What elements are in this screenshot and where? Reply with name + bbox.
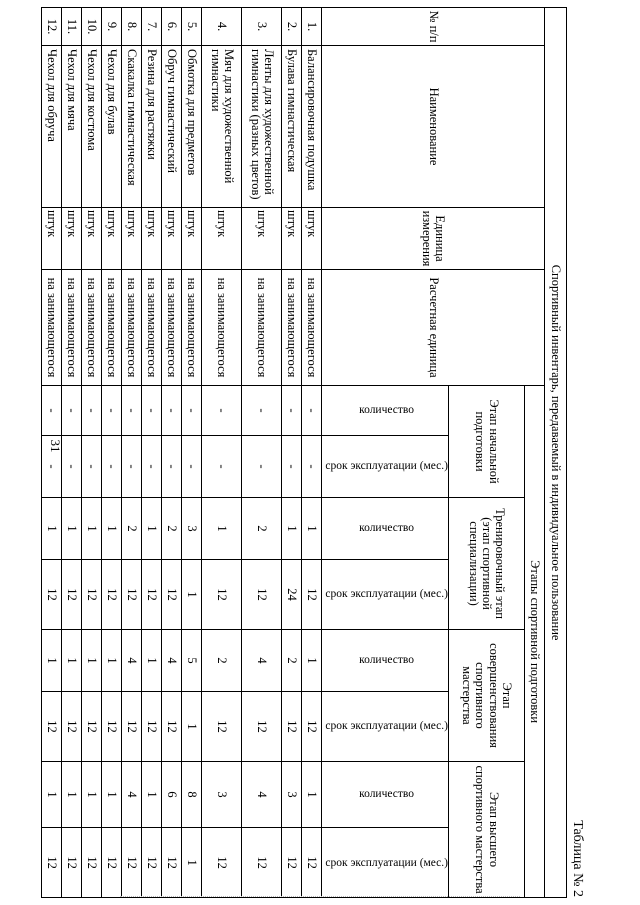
stage4-term: 12	[82, 828, 102, 898]
stage2-qty: 1	[82, 498, 102, 560]
header-stages-group: Этапы спортивной подготовки	[525, 386, 545, 898]
stage3-qty: 4	[242, 630, 282, 692]
item-name: Чехол для булав	[102, 46, 122, 208]
row-number: 7.	[142, 8, 162, 46]
stage2-qty: 2	[122, 498, 142, 560]
stage2-qty: 1	[282, 498, 302, 560]
calc-unit: на занимающегося	[182, 270, 202, 386]
stage3-term: 12	[242, 692, 282, 762]
item-unit: штук	[302, 208, 322, 270]
stage2-qty: 1	[302, 498, 322, 560]
stage1-qty: -	[42, 386, 62, 436]
table-row	[202, 8, 242, 898]
calc-unit: на занимающегося	[82, 270, 102, 386]
stage4-term: 12	[242, 828, 282, 898]
header-term-s1: срок эксплуатации (мес.)	[322, 436, 449, 498]
stage3-term: 12	[142, 692, 162, 762]
stage1-qty: -	[82, 386, 102, 436]
header-qty-s2: количество	[322, 498, 449, 560]
header-qty-s4: количество	[322, 762, 449, 828]
header-stage-training: Тренировочный этап (этап спортивной специализации)	[449, 498, 525, 630]
stage1-term: -	[282, 436, 302, 498]
stage1-qty: -	[122, 386, 142, 436]
stage2-term: 12	[62, 560, 82, 630]
stage4-term: 12	[282, 828, 302, 898]
item-name: Ленты для художественной гимнастики (разных цветов)	[242, 46, 282, 208]
calc-unit: на занимающегося	[162, 270, 182, 386]
calc-unit: на занимающегося	[142, 270, 162, 386]
equipment-table	[41, 7, 567, 898]
row-number: 4.	[202, 8, 242, 46]
stage1-term: -	[142, 436, 162, 498]
stage3-term: 12	[282, 692, 302, 762]
stage4-qty: 3	[282, 762, 302, 828]
stage3-term: 12	[122, 692, 142, 762]
stage4-qty: 6	[162, 762, 182, 828]
stage2-term: 12	[142, 560, 162, 630]
stage4-term: 12	[202, 828, 242, 898]
stage2-qty: 1	[42, 498, 62, 560]
stage2-term: 12	[102, 560, 122, 630]
header-name: Наименование	[322, 46, 545, 208]
stage4-term: 12	[102, 828, 122, 898]
calc-unit: на занимающегося	[202, 270, 242, 386]
stage1-qty: -	[202, 386, 242, 436]
stage3-qty: 1	[82, 630, 102, 692]
stage2-qty: 1	[102, 498, 122, 560]
header-num: № п/п	[322, 8, 545, 46]
stage1-qty: -	[182, 386, 202, 436]
header-qty-s3: количество	[322, 630, 449, 692]
calc-unit: на занимающегося	[122, 270, 142, 386]
stage1-term: -	[102, 436, 122, 498]
table-row	[182, 8, 202, 898]
stage2-term: 12	[122, 560, 142, 630]
calc-unit: на занимающегося	[302, 270, 322, 386]
stage3-qty: 2	[282, 630, 302, 692]
item-unit: штук	[82, 208, 102, 270]
table-row	[42, 8, 62, 898]
header-qty-s1: количество	[322, 386, 449, 436]
row-number: 5.	[182, 8, 202, 46]
stage1-term: -	[62, 436, 82, 498]
stage2-qty: 2	[242, 498, 282, 560]
item-unit: штук	[182, 208, 202, 270]
table-title: Спортивный инвентарь, передаваемый в индивидуальное пользование	[545, 8, 567, 898]
header-term-s4: срок эксплуатации (мес.)	[322, 828, 449, 898]
stage3-term: 12	[162, 692, 182, 762]
item-unit: штук	[202, 208, 242, 270]
table-row	[122, 8, 142, 898]
stage1-qty: -	[162, 386, 182, 436]
row-number: 10.	[82, 8, 102, 46]
stage3-term: 12	[62, 692, 82, 762]
stage3-term: 12	[302, 692, 322, 762]
row-number: 1.	[302, 8, 322, 46]
stage4-qty: 3	[202, 762, 242, 828]
stage1-qty: -	[302, 386, 322, 436]
table-row	[282, 8, 302, 898]
row-number: 6.	[162, 8, 182, 46]
calc-unit: на занимающегося	[42, 270, 62, 386]
stage4-term: 12	[122, 828, 142, 898]
row-number: 12.	[42, 8, 62, 46]
stage3-term: 12	[202, 692, 242, 762]
item-name: Мяч для художественной гимнастики	[202, 46, 242, 208]
stage3-term: 12	[102, 692, 122, 762]
stage1-term: -	[242, 436, 282, 498]
stage4-qty: 1	[302, 762, 322, 828]
stage4-term: 1	[182, 828, 202, 898]
header-unit: Единица измерения	[322, 208, 545, 270]
item-unit: штук	[102, 208, 122, 270]
table-row	[302, 8, 322, 898]
stage1-qty: -	[62, 386, 82, 436]
stage2-term: 1	[182, 560, 202, 630]
row-number: 9.	[102, 8, 122, 46]
stage2-qty: 1	[62, 498, 82, 560]
item-name: Чехол для костюма	[82, 46, 102, 208]
rotated-page-content	[45, 7, 585, 897]
stage3-qty: 2	[202, 630, 242, 692]
stage3-qty: 1	[142, 630, 162, 692]
stage4-qty: 1	[42, 762, 62, 828]
stage1-term: -	[182, 436, 202, 498]
header-calc-unit: Расчетная единица	[322, 270, 545, 386]
page-number: 31	[48, 439, 63, 453]
stage3-term: 12	[42, 692, 62, 762]
stage3-qty: 1	[302, 630, 322, 692]
stage3-qty: 1	[102, 630, 122, 692]
stage1-term: -	[42, 436, 62, 498]
stage2-qty: 1	[202, 498, 242, 560]
calc-unit: на занимающегося	[282, 270, 302, 386]
stage4-qty: 8	[182, 762, 202, 828]
stage4-qty: 1	[142, 762, 162, 828]
item-unit: штук	[142, 208, 162, 270]
item-name: Чехол для мяча	[62, 46, 82, 208]
stage2-qty: 3	[182, 498, 202, 560]
stage4-qty: 1	[82, 762, 102, 828]
stage2-qty: 1	[142, 498, 162, 560]
stage2-term: 24	[282, 560, 302, 630]
stage2-term: 12	[302, 560, 322, 630]
stage1-term: -	[202, 436, 242, 498]
header-term-s2: срок эксплуатации (мес.)	[322, 560, 449, 630]
stage3-qty: 4	[162, 630, 182, 692]
item-name: Обруч гимнастический	[162, 46, 182, 208]
table-row	[242, 8, 282, 898]
stage3-qty: 5	[182, 630, 202, 692]
stage2-term: 12	[162, 560, 182, 630]
table-row	[162, 8, 182, 898]
row-number: 8.	[122, 8, 142, 46]
stage4-term: 12	[142, 828, 162, 898]
table-row	[102, 8, 122, 898]
stage1-term: -	[302, 436, 322, 498]
calc-unit: на занимающегося	[102, 270, 122, 386]
stage2-term: 12	[242, 560, 282, 630]
stage3-qty: 1	[42, 630, 62, 692]
calc-unit: на занимающегося	[242, 270, 282, 386]
table-caption: Таблица № 2	[570, 820, 585, 897]
stage2-term: 12	[82, 560, 102, 630]
item-name: Скакалка гимнастическая	[122, 46, 142, 208]
stage4-term: 12	[302, 828, 322, 898]
item-unit: штук	[162, 208, 182, 270]
stage2-qty: 2	[162, 498, 182, 560]
header-stage-initial: Этап начальной подготовки	[449, 386, 525, 498]
item-name: Булава гимнастическая	[282, 46, 302, 208]
item-unit: штук	[282, 208, 302, 270]
item-name: Обмотка для предметов	[182, 46, 202, 208]
table-row	[62, 8, 82, 898]
item-unit: штук	[242, 208, 282, 270]
header-stage-improvement: Этап совершенствования спортивного мастерства	[449, 630, 525, 762]
stage2-term: 12	[202, 560, 242, 630]
stage4-term: 12	[62, 828, 82, 898]
scan-edge-marks	[120, 893, 520, 897]
item-unit: штук	[122, 208, 142, 270]
stage4-qty: 4	[122, 762, 142, 828]
item-unit: штук	[42, 208, 62, 270]
header-stage-higher: Этап высшего спортивного мастерства	[449, 762, 525, 898]
item-name: Резина для растяжки	[142, 46, 162, 208]
item-unit: штук	[62, 208, 82, 270]
stage4-qty: 1	[62, 762, 82, 828]
item-name: Балансировочная подушка	[302, 46, 322, 208]
stage4-term: 12	[42, 828, 62, 898]
row-number: 3.	[242, 8, 282, 46]
calc-unit: на занимающегося	[62, 270, 82, 386]
stage4-qty: 4	[242, 762, 282, 828]
stage4-term: 12	[162, 828, 182, 898]
stage3-term: 12	[82, 692, 102, 762]
stage1-term: -	[82, 436, 102, 498]
stage1-qty: -	[242, 386, 282, 436]
item-name: Чехол для обруча	[42, 46, 62, 208]
stage3-qty: 4	[122, 630, 142, 692]
stage3-qty: 1	[62, 630, 82, 692]
row-number: 11.	[62, 8, 82, 46]
stage1-term: -	[162, 436, 182, 498]
stage1-qty: -	[282, 386, 302, 436]
header-term-s3: срок эксплуатации (мес.)	[322, 692, 449, 762]
table-row	[82, 8, 102, 898]
stage3-term: 1	[182, 692, 202, 762]
row-number: 2.	[282, 8, 302, 46]
stage1-qty: -	[102, 386, 122, 436]
stage4-qty: 1	[102, 762, 122, 828]
stage1-qty: -	[142, 386, 162, 436]
stage1-term: -	[122, 436, 142, 498]
stage2-term: 12	[42, 560, 62, 630]
table-row	[142, 8, 162, 898]
